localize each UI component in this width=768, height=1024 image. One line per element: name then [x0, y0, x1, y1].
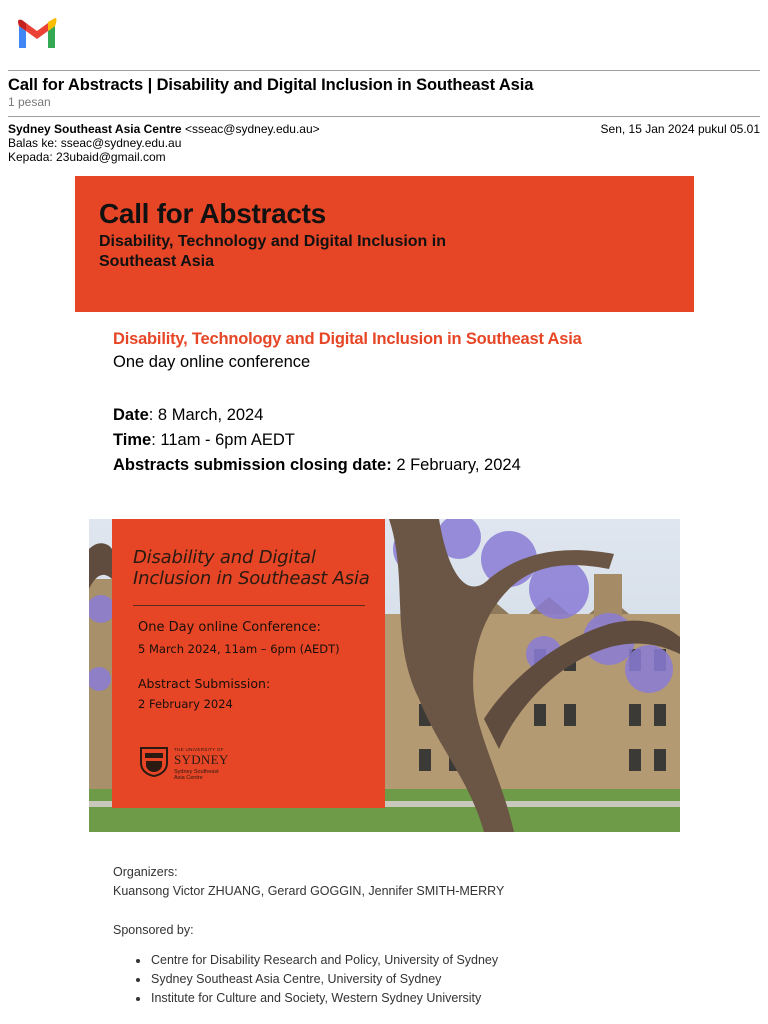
organizers-names: Kuansong Victor ZHUANG, Gerard GOGGIN, Jennifer SMITH-MERRY — [113, 884, 505, 898]
university-name: SYDNEY — [174, 752, 229, 767]
poster-abstract-label: Abstract Submission: — [138, 676, 271, 691]
date-value: : 8 March, 2024 — [148, 406, 264, 424]
time-line — [113, 431, 295, 450]
poster-info-card — [112, 519, 385, 808]
date-label: Date — [113, 406, 149, 424]
sponsors-list — [133, 952, 498, 1009]
list-item: Institute for Culture and Society, Western Sydney University — [133, 990, 498, 1009]
conference-title: Disability, Technology and Digital Inclusion in Southeast Asia — [113, 330, 582, 348]
university-logo — [140, 745, 240, 785]
list-item: Sydney Southeast Asia Centre, University of Sydney — [133, 971, 498, 990]
conference-description: One day online conference — [113, 353, 311, 371]
poster-divider — [133, 605, 365, 606]
subject-divider — [8, 116, 760, 117]
list-item: Centre for Disability Research and Policy, University of Sydney — [133, 952, 498, 971]
call-for-abstracts-banner — [75, 176, 694, 312]
gmail-logo-icon — [16, 18, 58, 50]
banner-title: Call for Abstracts — [99, 198, 326, 229]
organizers-label: Organizers: — [113, 865, 178, 879]
time-label: Time — [113, 431, 152, 449]
recipient: Kepada: 23ubaid@gmail.com — [8, 150, 166, 164]
banner-subtitle: Disability, Technology and Digital Inclusion in Southeast Asia — [99, 233, 446, 270]
date-line — [113, 406, 263, 425]
sender-name: Sydney Southeast Asia Centre — [8, 122, 182, 136]
poster-conference-label: One Day online Conference: — [138, 620, 321, 635]
sender-email[interactable]: <sseac@sydney.edu.au> — [184, 122, 320, 136]
header-divider — [8, 70, 760, 71]
reply-to: Balas ke: sseac@sydney.edu.au — [8, 136, 182, 150]
university-crest-icon — [140, 747, 168, 777]
time-value: : 11am - 6pm AEDT — [151, 431, 295, 449]
message-count: 1 pesan — [8, 95, 51, 109]
sponsors-label: Sponsored by: — [113, 923, 194, 937]
closing-value: 2 February, 2024 — [391, 456, 521, 474]
poster-conference-date: 5 March 2024, 11am – 6pm (AEDT) — [138, 642, 340, 656]
closing-label: Abstracts submission closing date: — [113, 456, 392, 474]
sender-line — [8, 122, 320, 136]
centre-name: Sydney Southeast Asia Centre — [174, 769, 219, 781]
university-small-text: THE UNIVERSITY OF — [174, 747, 224, 752]
event-poster-image[interactable] — [89, 519, 680, 832]
poster-title: Disability and Digital Inclusion in Southeast Asia — [133, 547, 370, 589]
poster-abstract-date: 2 February 2024 — [138, 697, 233, 711]
email-date: Sen, 15 Jan 2024 pukul 05.01 — [600, 122, 760, 136]
email-subject: Call for Abstracts | Disability and Digital Inclusion in Southeast Asia — [8, 76, 534, 94]
closing-date-line — [113, 456, 521, 475]
